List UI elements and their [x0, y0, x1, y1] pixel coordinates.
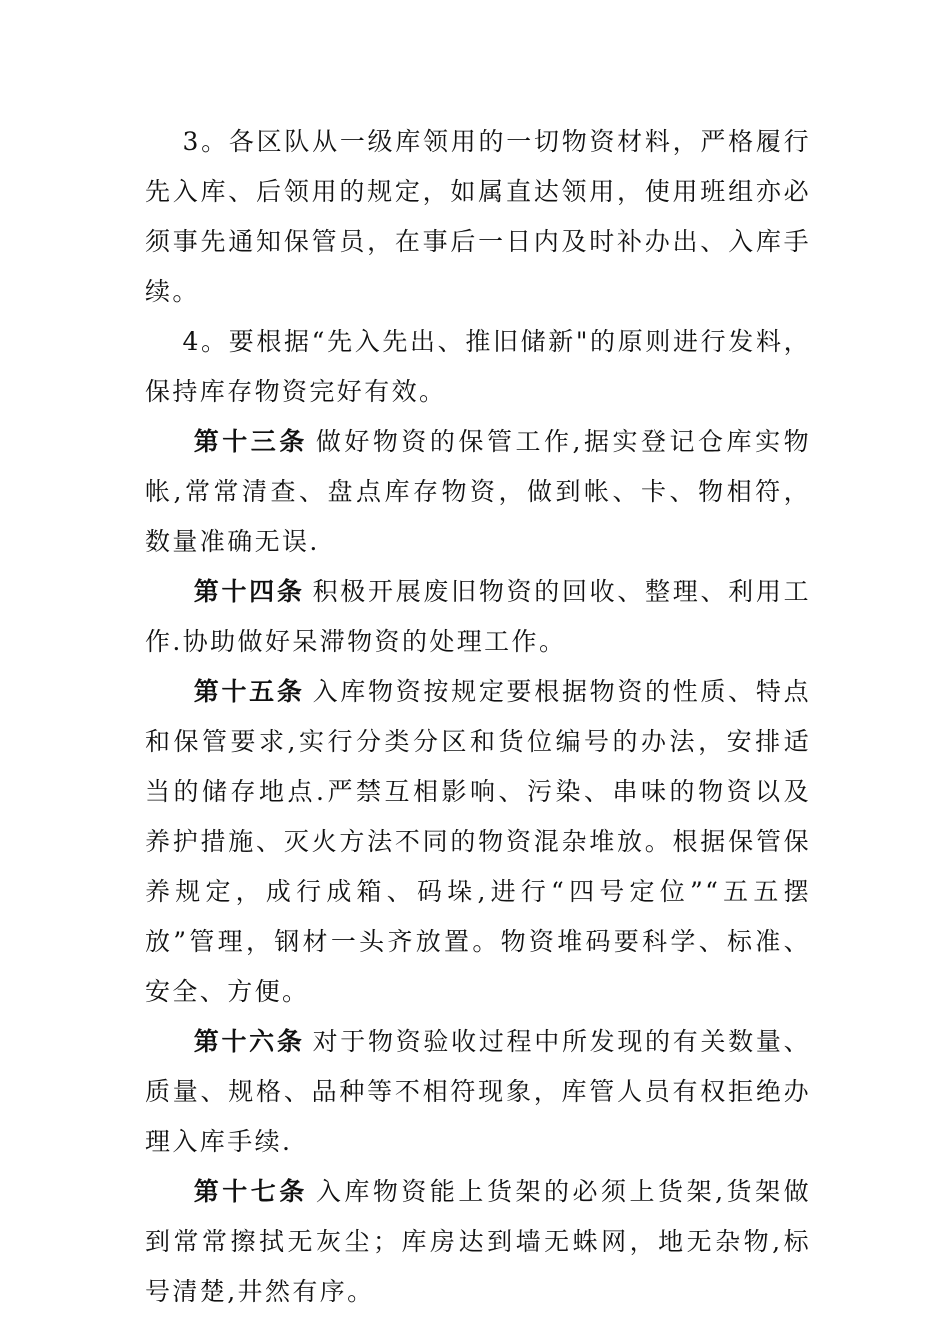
- article-number: 第十四条: [193, 577, 305, 606]
- paragraph-text: 4。要根据“先入先出、推旧储新"的原则进行发料，保持库存物资完好有效。: [145, 327, 811, 406]
- article-text: 对于物资验收过程中所发现的有关数量、质量、规格、品种等不相符现象，库管人员有权拒绝办理入库手续.: [145, 1027, 811, 1156]
- article-text: 入库物资能上货架的必须上货架,货架做到常常擦拭无灰尘；库房达到墙无蛛网，地无杂物,标号清楚,井然有序。: [145, 1177, 811, 1306]
- article-17: [145, 1167, 811, 1317]
- article-number: 第十三条: [193, 427, 308, 456]
- article-text: 积极开展废旧物资的回收、整理、利用工作.协助做好呆滞物资的处理工作。: [145, 577, 811, 656]
- article-15: [145, 667, 811, 1017]
- article-13: [145, 417, 811, 567]
- paragraph-item-4: [145, 317, 811, 417]
- article-number: 第十六条: [193, 1027, 305, 1056]
- article-number: 第十五条: [193, 677, 305, 706]
- article-text: 做好物资的保管工作,据实登记仓库实物帐,常常清查、盘点库存物资，做到帐、卡、物相符，数量准确无误.: [145, 427, 811, 556]
- article-number: 第十七条: [193, 1177, 308, 1206]
- paragraph-text: 3。各区队从一级库领用的一切物资材料，严格履行先入库、后领用的规定，如属直达领用，使用班组亦必须事先通知保管员，在事后一日内及时补办出、入库手续。: [145, 127, 811, 306]
- article-14: [145, 567, 811, 667]
- article-16: [145, 1017, 811, 1167]
- paragraph-item-3: [145, 117, 811, 317]
- article-text: 入库物资按规定要根据物资的性质、特点和保管要求,实行分类分区和货位编号的办法，安排适当的储存地点.严禁互相影响、污染、串味的物资以及养护措施、灭火方法不同的物资混杂堆放。根据保管保养规定，成行成箱、码垛,进行“四号定位”“五五摆放”管理，钢材一头齐放置。物资堆码要科学、标准、安全、方便。: [145, 677, 811, 1006]
- document-body: [145, 117, 811, 1317]
